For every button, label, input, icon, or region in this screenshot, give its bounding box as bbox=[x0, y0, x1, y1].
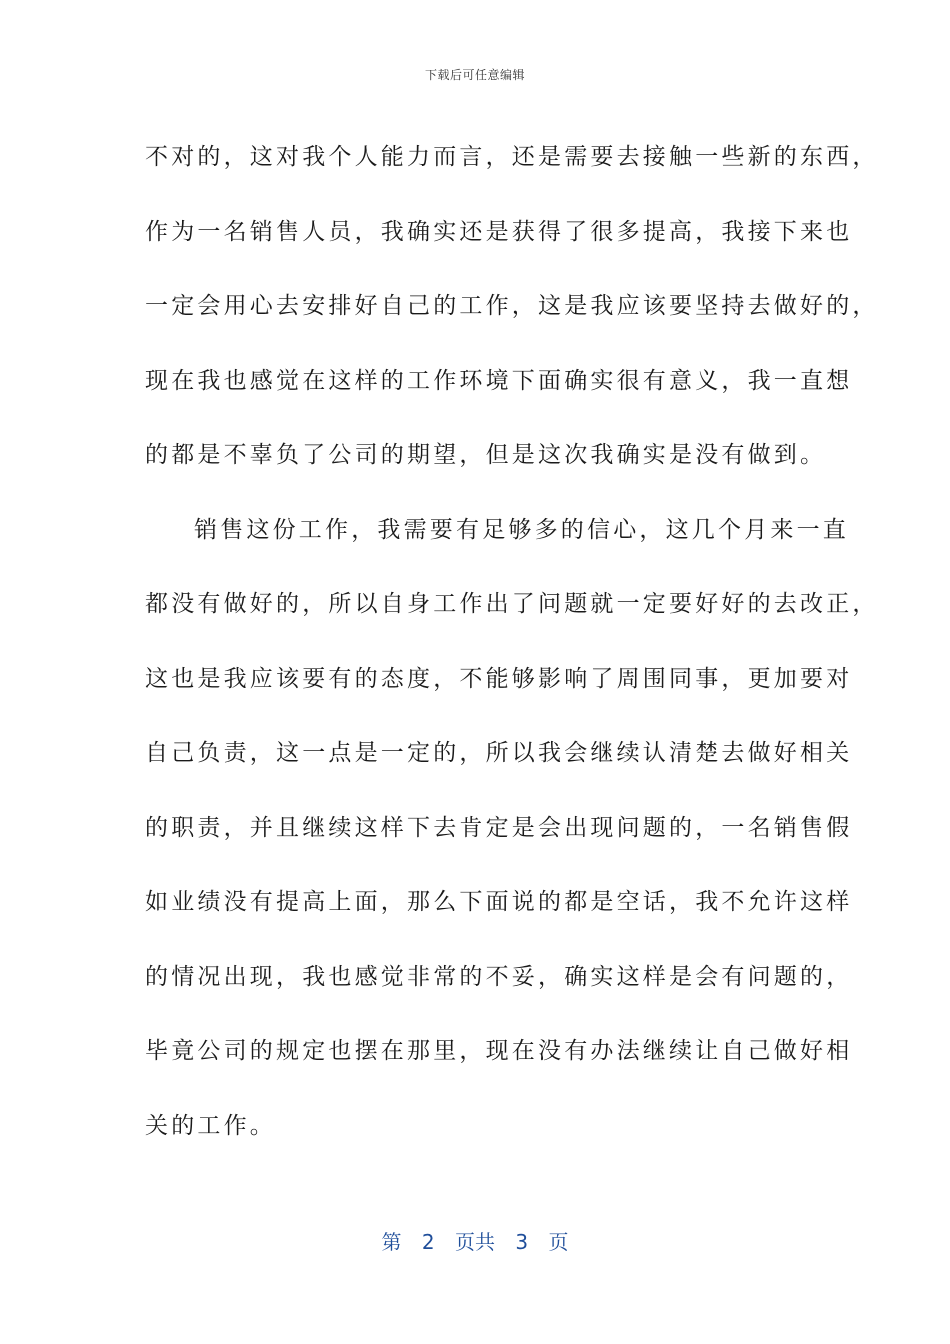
paragraph-line: 的都是不辜负了公司的期望，但是这次我确实是没有做到。 bbox=[145, 442, 827, 468]
footer-suffix: 页 bbox=[548, 1230, 569, 1254]
paragraph-line: 一定会用心去安排好自己的工作，这是我应该要坚持去做好的， bbox=[145, 293, 879, 319]
footer-current-page: 2 bbox=[421, 1230, 435, 1254]
paragraph-line: 的职责，并且继续这样下去肯定是会出现问题的，一名销售假 bbox=[145, 814, 853, 841]
paragraph-line: 关的工作。 bbox=[145, 1112, 276, 1139]
paragraph-1 bbox=[145, 120, 879, 493]
body-text bbox=[145, 120, 879, 1163]
paragraph-line: 销售这份工作，我需要有足够多的信心，这几个月来一直 bbox=[194, 516, 849, 543]
paragraph-line: 毕竟公司的规定也摆在那里，现在没有办法继续让自己做好相 bbox=[145, 1038, 853, 1064]
paragraph-line: 作为一名销售人员，我确实还是获得了很多提高，我接下来也 bbox=[145, 218, 853, 245]
header-note: 下载后可任意编辑 bbox=[424, 68, 525, 82]
footer-middle: 页共 bbox=[455, 1230, 495, 1254]
paragraph-line: 这也是我应该要有的态度，不能够影响了周围同事，更加要对 bbox=[145, 665, 853, 692]
paragraph-line: 现在我也感觉在这样的工作环境下面确实很有意义，我一直想 bbox=[145, 367, 853, 394]
footer-total-pages: 3 bbox=[515, 1230, 529, 1254]
paragraph-line: 都没有做好的，所以自身工作出了问题就一定要好好的去改正， bbox=[145, 591, 879, 617]
paragraph-line: 不对的，这对我个人能力而言，还是需要去接触一些新的东西， bbox=[145, 144, 879, 170]
paragraph-line: 的情况出现，我也感觉非常的不妥，确实这样是会有问题的， bbox=[145, 963, 853, 990]
paragraph-line: 如业绩没有提高上面，那么下面说的都是空话，我不允许这样 bbox=[145, 889, 853, 915]
footer-prefix: 第 bbox=[381, 1230, 402, 1254]
page-footer bbox=[0, 1226, 950, 1255]
paragraph-line: 自己负责，这一点是一定的，所以我会继续认清楚去做好相关 bbox=[145, 740, 853, 766]
paragraph-2 bbox=[145, 493, 879, 1164]
